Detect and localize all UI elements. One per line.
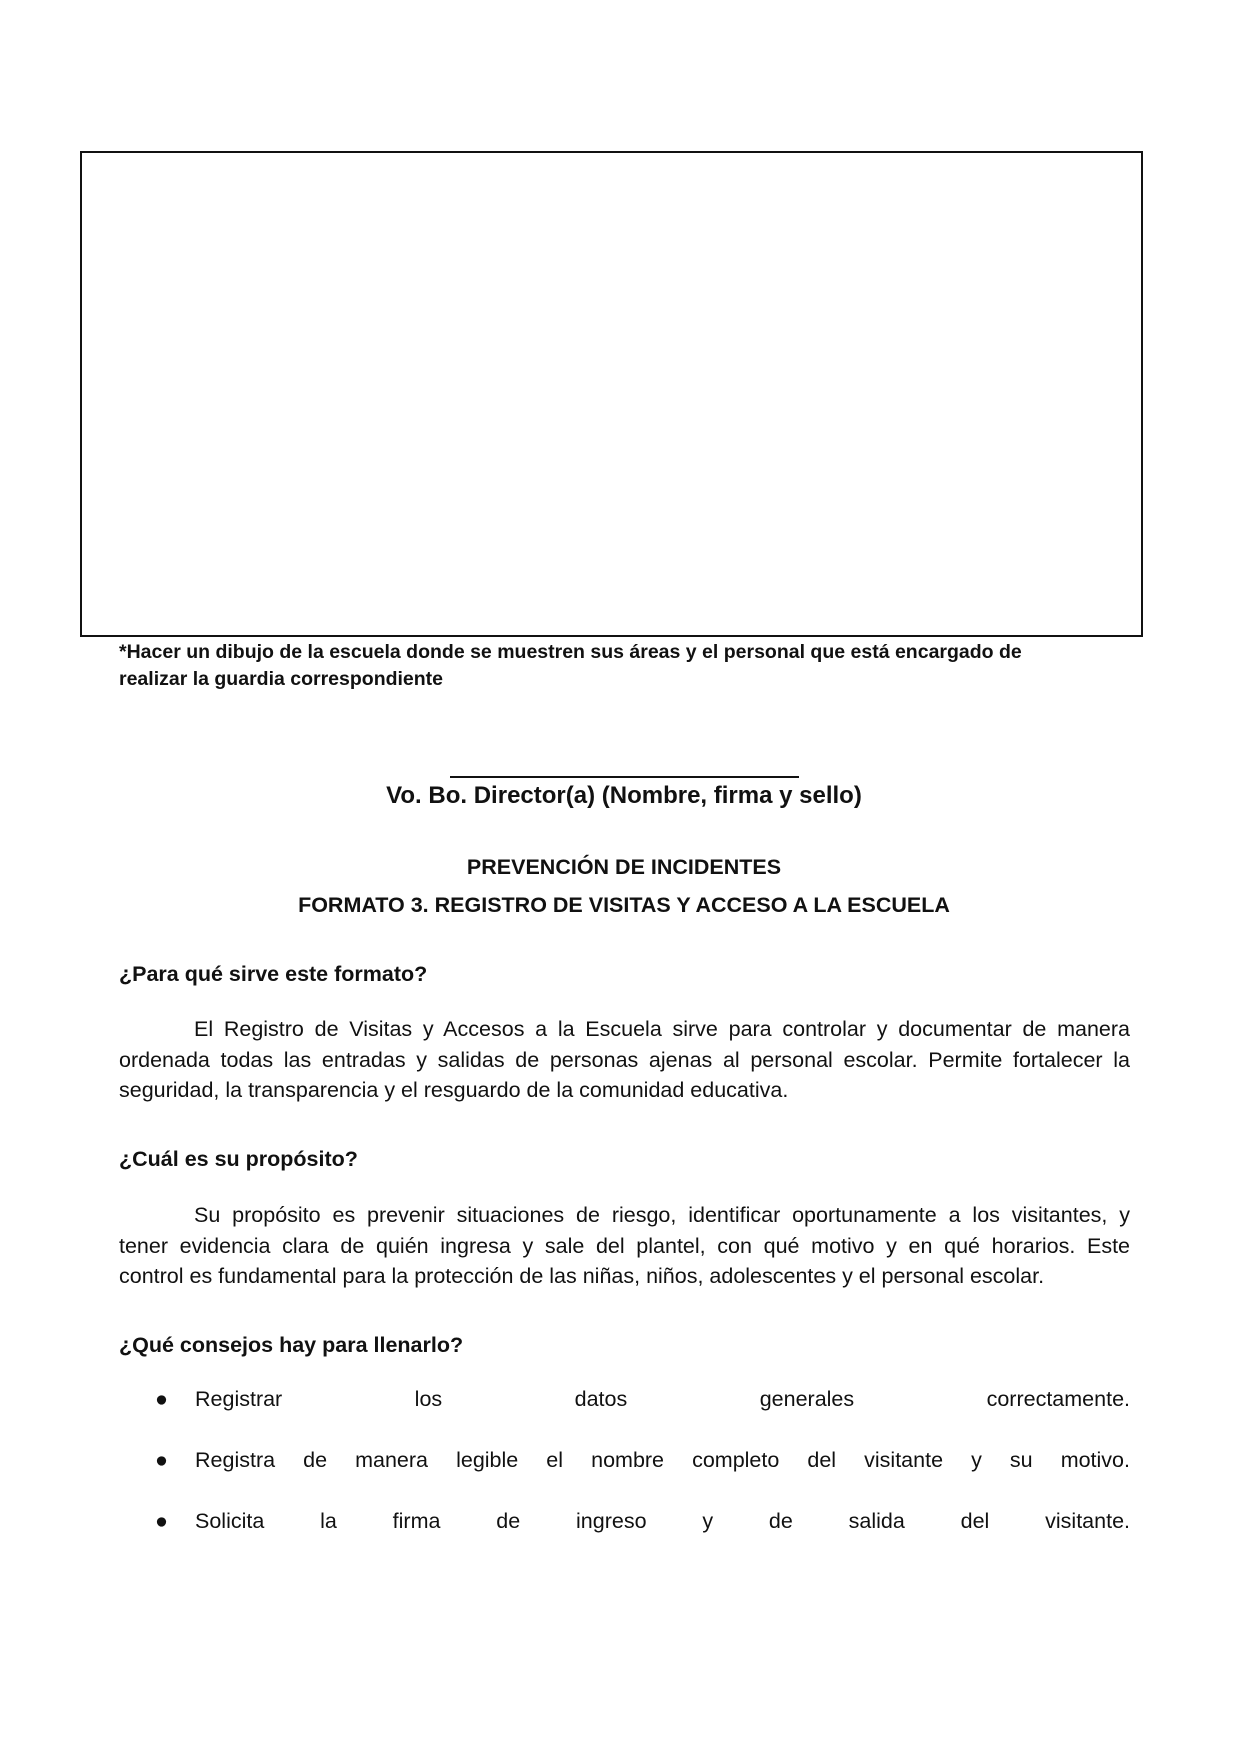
- bullet-icon: ●: [155, 1448, 168, 1472]
- question-objective: ¿Cuál es su propósito?: [119, 1147, 358, 1171]
- tip-text: Registra de manera legible el nombre completo del visitante y su motivo.: [195, 1448, 1130, 1472]
- drawing-instruction-line: *Hacer un dibujo de la escuela donde se muestren sus áreas y el personal que está encargado de: [119, 641, 1022, 663]
- answer-objective: [119, 1200, 1130, 1292]
- bullet-icon: ●: [155, 1387, 168, 1411]
- paragraph-line: control es fundamental para la protección de las niñas, niños, adolescentes y el personal escolar.: [119, 1264, 1045, 1288]
- bullet-icon: ●: [155, 1509, 168, 1533]
- paragraph-line: seguridad, la transparencia y el resguardo de la comunidad educativa.: [119, 1078, 789, 1102]
- signature-caption: Vo. Bo. Director(a) (Nombre, firma y sello): [386, 782, 862, 809]
- list-item: [155, 1448, 1130, 1473]
- format-title: FORMATO 3. REGISTRO DE VISITAS Y ACCESO A LA ESCUELA: [298, 893, 950, 917]
- paragraph-line: Su propósito es prevenir situaciones de riesgo, identificar oportunamente a los visitantes, y: [194, 1203, 1130, 1227]
- question-purpose-of-format: ¿Para qué sirve este formato?: [119, 962, 428, 986]
- tip-text: Registrar los datos generales correctamente.: [195, 1387, 1130, 1411]
- list-item: [155, 1509, 1130, 1534]
- paragraph-line: tener evidencia clara de quién ingresa y sale del plantel, con qué motivo y en qué horarios. Este: [119, 1233, 1130, 1258]
- drawing-instruction-note: [119, 639, 1129, 693]
- drawing-instruction-line: realizar la guardia correspondiente: [119, 668, 444, 690]
- list-item: [155, 1387, 1130, 1412]
- tip-text: Solicita la firma de ingreso y de salida del visitante.: [195, 1509, 1130, 1533]
- paragraph-line: ordenada todas las entradas y salidas de personas ajenas al personal escolar. Permite fortalecer la: [119, 1047, 1130, 1072]
- question-filling-tips: ¿Qué consejos hay para llenarlo?: [119, 1333, 464, 1357]
- answer-purpose-of-format: [119, 1014, 1130, 1106]
- school-drawing-area: [80, 151, 1143, 637]
- section-title: PREVENCIÓN DE INCIDENTES: [466, 855, 782, 879]
- signature-line: [450, 776, 799, 778]
- paragraph-line: El Registro de Visitas y Accesos a la Escuela sirve para controlar y documentar de manera: [194, 1017, 1130, 1041]
